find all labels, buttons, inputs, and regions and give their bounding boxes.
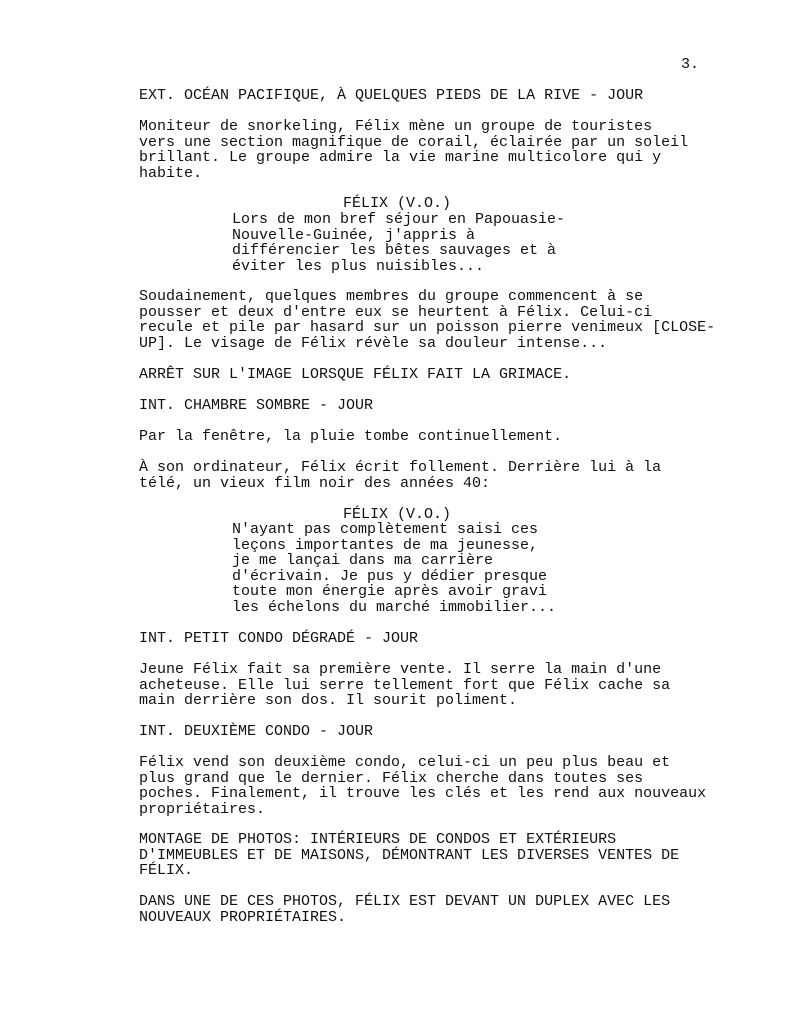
action-line: habite. xyxy=(139,164,203,182)
action-line: acheteuse. Elle lui serre tellement fort que Félix cache sa xyxy=(139,676,671,694)
dialogue-line: d'écrivain. Je pus y dédier presque xyxy=(232,567,548,585)
dialogue-line: je me lançai dans ma carrière xyxy=(232,552,494,569)
scene-heading: INT. DEUXIÈME CONDO - JOUR xyxy=(139,723,374,740)
character-name: FÉLIX (V.O.) xyxy=(343,195,452,212)
closing-line: DANS UNE DE CES PHOTOS, FÉLIX EST DEVANT UN DUPLEX AVEC LES xyxy=(139,893,671,910)
action-line: UP]. Le visage de Félix révèle sa douleur intense... xyxy=(139,334,608,352)
dialogue-line: Lors de mon bref séjour en Papouasie- xyxy=(232,211,566,228)
action-line: pousser et deux d'entre eux se heurtent à Félix. Celui-ci xyxy=(139,303,653,321)
action-line: vers une section magnifique de corail, éclairée par un soleil xyxy=(139,133,689,151)
action-line: Par la fenêtre, la pluie tombe continuellement. xyxy=(139,428,563,445)
action-line: télé, un vieux film noir des années 40: xyxy=(139,474,491,492)
scene-heading: EXT. OCÉAN PACIFIQUE, À QUELQUES PIEDS DE LA RIVE - JOUR xyxy=(139,87,644,104)
action-line: recule et pile par hasard sur un poisson pierre venimeux [CLOSE- xyxy=(139,319,716,336)
action-line: plus grand que le dernier. Félix cherche dans toutes ses xyxy=(139,769,644,787)
montage-line: D'IMMEUBLES ET DE MAISONS, DÉMONTRANT LES DIVERSES VENTES DE xyxy=(139,846,680,864)
action-line: propriétaires. xyxy=(139,800,266,818)
action-line: Soudainement, quelques membres du groupe commencent à se xyxy=(139,288,644,305)
closing-line: NOUVEAUX PROPRIÉTAIRES. xyxy=(139,908,347,926)
action-line: Jeune Félix fait sa première vente. Il serre la main d'une xyxy=(139,661,662,678)
dialogue-line: toute mon énergie après avoir gravi xyxy=(232,583,548,600)
dialogue-line: éviter les plus nuisibles... xyxy=(232,257,485,275)
action-line: poches. Finalement, il trouve les clés et les rend aux nouveaux xyxy=(139,785,707,802)
character-name: FÉLIX (V.O.) xyxy=(343,506,452,523)
scene-heading: INT. CHAMBRE SOMBRE - JOUR xyxy=(139,397,374,414)
dialogue-line: les échelons du marché immobilier... xyxy=(232,598,557,616)
transition-line: ARRÊT SUR L'IMAGE LORSQUE FÉLIX FAIT LA GRIMACE. xyxy=(139,366,572,383)
action-line: À son ordinateur, Félix écrit follement. Derrière lui à la xyxy=(139,459,662,476)
scene-heading: INT. PETIT CONDO DÉGRADÉ - JOUR xyxy=(139,630,419,647)
montage-line: MONTAGE DE PHOTOS: INTÉRIEURS DE CONDOS ET EXTÉRIEURS xyxy=(139,831,617,848)
dialogue-line: différencier les bêtes sauvages et à xyxy=(232,242,557,259)
action-line: brillant. Le groupe admire la vie marine multicolore qui y xyxy=(139,149,662,166)
action-line: Moniteur de snorkeling, Félix mène un groupe de touristes xyxy=(139,118,653,135)
page-number: 3. xyxy=(681,56,700,73)
action-line: main derrière son dos. Il sourit poliment. xyxy=(139,692,518,709)
dialogue-line: N'ayant pas complètement saisi ces xyxy=(232,521,539,538)
dialogue-line: Nouvelle-Guinée, j'appris à xyxy=(232,226,476,244)
action-line: Félix vend son deuxième condo, celui-ci un peu plus beau et xyxy=(139,754,671,771)
montage-line: FÉLIX. xyxy=(139,862,194,879)
dialogue-line: leçons importantes de ma jeunesse, xyxy=(232,536,539,554)
